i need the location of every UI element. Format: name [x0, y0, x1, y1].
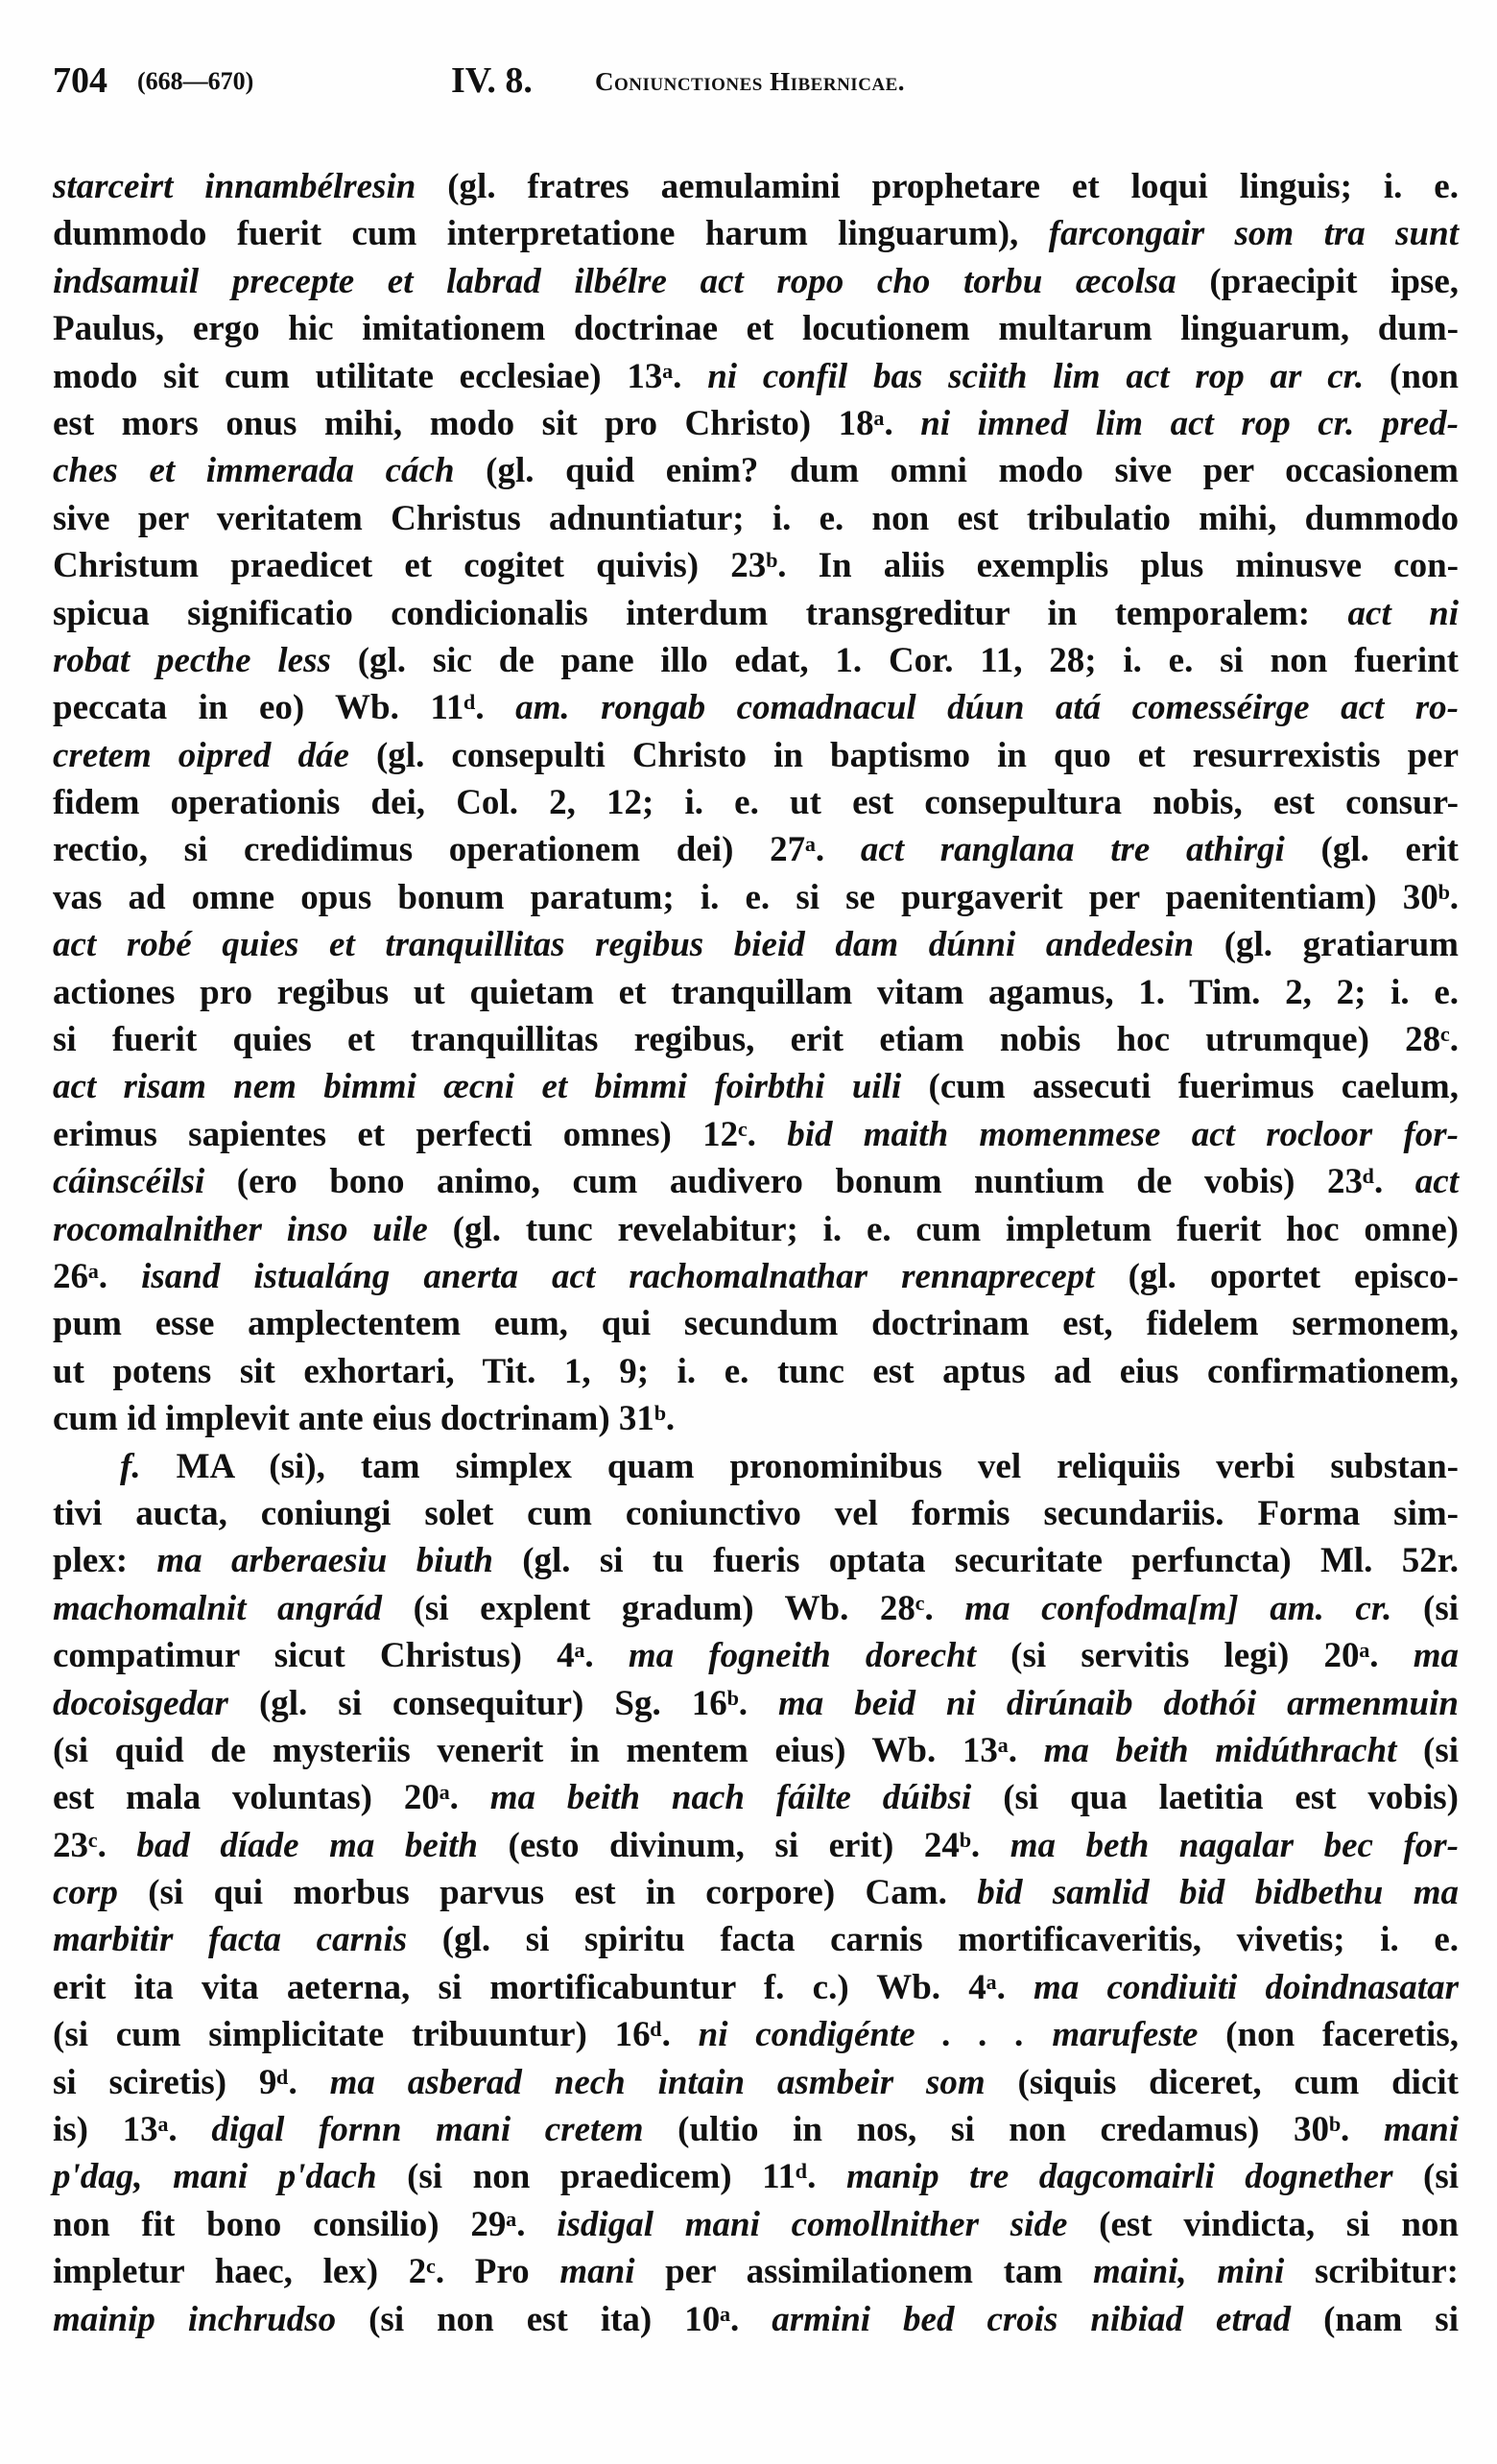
latin-text: (si qui morbus parvus est in corpore) Cam.: [117, 1873, 978, 1913]
latin-text: (gl. si consequitur) Sg. 16ᵇ.: [227, 1683, 778, 1723]
text-line: [53, 1822, 1459, 1869]
text-line: [53, 1585, 1459, 1632]
latin-text: si fuerit quies et tranquillitas regibus, erit etiam nobis hoc utrumque) 28ᶜ.: [53, 1020, 1459, 1060]
irish-gloss-text: isand istualáng anerta act rachomalnathar rennaprecept: [141, 1256, 1095, 1296]
text-line: [53, 2059, 1459, 2106]
latin-text: dummodo fuerit cum interpretatione harum linguarum),: [53, 214, 1049, 254]
latin-text: si sciretis) 9ᵈ.: [53, 2062, 330, 2102]
text-line: [53, 874, 1459, 921]
text-line: [53, 1348, 1459, 1395]
irish-gloss-text: ma asberad nech intain asmbeir som: [329, 2062, 986, 2102]
text-line: [53, 305, 1459, 352]
text-line: [53, 1727, 1459, 1774]
irish-gloss-text: bid maith momenmese act rocloor for-: [787, 1114, 1459, 1154]
latin-text: (gl. quid enim? dum omni modo sive per occasionem: [454, 451, 1459, 491]
body-text: [53, 163, 1459, 2343]
text-line: [53, 1490, 1459, 1537]
latin-text: (cum assecuti fuerimus caelum,: [901, 1067, 1459, 1107]
text-line: [53, 1253, 1459, 1300]
latin-text: (non: [1364, 356, 1459, 396]
latin-text: sive per veritatem Christus adnuntiatur; i. e. non est tribulatio mihi, dummodo: [53, 498, 1459, 538]
latin-text: Christum praedicet et cogitet quivis) 23ᵇ. In aliis exemplis plus minusve con-: [53, 546, 1459, 586]
text-line: [53, 921, 1459, 968]
text-line: [53, 1964, 1459, 2011]
latin-text: modo sit cum utilitate ecclesiae) 13ᵃ.: [53, 356, 708, 396]
text-line: [53, 1774, 1459, 1821]
text-line: [53, 1916, 1459, 1963]
irish-gloss-text: armini bed crois nibiad etrad: [772, 2299, 1292, 2339]
text-line: [53, 353, 1459, 400]
latin-text: (si explent gradum) Wb. 28ᶜ.: [382, 1588, 965, 1628]
latin-text: MA (si), tam simplex quam pronominibus vel reliquiis verbi substan-: [140, 1446, 1459, 1486]
text-line: [53, 1632, 1459, 1679]
latin-text: fidem operationis dei, Col. 2, 12; i. e. ut est consepultura nobis, est consur-: [53, 783, 1459, 823]
latin-text: impletur haec, lex) 2ᶜ. Pro: [53, 2252, 560, 2292]
text-line: [53, 2296, 1459, 2343]
text-line: [53, 210, 1459, 257]
irish-gloss-text: indsamuil precepte et labrad ilbélre act ropo cho torbu æcolsa: [53, 261, 1176, 301]
text-line: [53, 1395, 1459, 1442]
irish-gloss-text: p'dag, mani p'dach: [53, 2157, 377, 2197]
latin-text: (gl. gratiarum: [1194, 925, 1459, 965]
latin-text: (si quid de mysteriis venerit in mentem eius) Wb. 13ᵃ.: [53, 1730, 1044, 1770]
latin-text: (si: [1396, 1730, 1460, 1770]
text-line: [53, 1680, 1459, 1727]
latin-text: per assimilationem tam: [634, 2252, 1094, 2292]
irish-gloss-text: corp: [53, 1873, 118, 1913]
irish-gloss-text: cretem oipred dáe: [53, 735, 349, 775]
text-line: [53, 779, 1459, 826]
irish-gloss-text: isdigal mani comollnither side: [557, 2204, 1068, 2244]
text-line: [53, 1537, 1459, 1584]
latin-text: erit ita vita aeterna, si mortificabuntur f. c.) Wb. 4ᵃ.: [53, 1967, 1034, 2007]
latin-text: ut potens sit exhortari, Tit. 1, 9; i. e. tunc est aptus ad eius confirmationem,: [53, 1351, 1459, 1391]
running-header: [53, 59, 1459, 107]
latin-text: (si cum simplicitate tribuuntur) 16ᵈ.: [53, 2015, 699, 2055]
latin-text: (gl. oportet episco-: [1094, 1256, 1459, 1296]
irish-gloss-text: ma arberaesiu biuth: [156, 1541, 493, 1581]
irish-gloss-text: bid samlid bid bidbethu ma: [977, 1873, 1459, 1913]
latin-text: (si non est ita) 10ᵃ.: [336, 2299, 772, 2339]
irish-gloss-text: ma confodma[m] am. cr.: [964, 1588, 1392, 1628]
latin-text: (esto divinum, si erit) 24ᵇ.: [478, 1825, 1010, 1865]
section-title: Coniunctiones Hibernicae.: [595, 67, 906, 96]
irish-gloss-text: act robé quies et tranquillitas regibus bieid dam dúnni andedesin: [53, 925, 1195, 965]
irish-gloss-text: ma beth nagalar bec for-: [1010, 1825, 1459, 1865]
latin-text: (gl. si spiritu facta carnis mortificaveritis, vivetis; i. e.: [407, 1920, 1459, 1960]
section-number: IV. 8.: [451, 60, 533, 101]
paragraph-range: (668—670): [137, 67, 254, 95]
text-line: [53, 2153, 1459, 2200]
text-line: [53, 1158, 1459, 1205]
text-line: [53, 163, 1459, 210]
irish-gloss-text: ma beid ni dirúnaib dothói armenmuin: [777, 1683, 1459, 1723]
latin-text: (siquis diceret, cum dicit: [985, 2062, 1459, 2102]
irish-gloss-text: rocomalnither inso uile: [53, 1209, 428, 1249]
text-line: [53, 495, 1459, 542]
irish-gloss-text: starceirt innambélresin: [53, 167, 416, 206]
text-line: [53, 1300, 1459, 1347]
irish-gloss-text: machomalnit angrád: [53, 1588, 383, 1628]
latin-text: (praecipit ipse,: [1176, 261, 1459, 301]
irish-gloss-text: mani: [559, 2252, 635, 2292]
latin-text: rectio, si credidimus operationem dei) 27ᵃ.: [53, 830, 861, 870]
latin-text: (gl. fratres aemulamini prophetare et loqui linguis; i. e.: [416, 167, 1459, 206]
text-line: [53, 1111, 1459, 1158]
latin-text: non fit bono consilio) 29ᵃ.: [53, 2204, 558, 2244]
irish-gloss-text: bad díade ma beith: [136, 1825, 478, 1865]
text-line: [53, 1063, 1459, 1110]
irish-gloss-text: ni condigénte . . . marufeste: [698, 2015, 1199, 2055]
latin-text: est mala voluntas) 20ᵃ.: [53, 1778, 490, 1818]
irish-gloss-text: maini, mini: [1093, 2252, 1285, 2292]
latin-text: 23ᶜ.: [53, 1825, 137, 1865]
text-line: [53, 1443, 1459, 1490]
text-line: [53, 684, 1459, 731]
irish-gloss-text: ma fogneith dorecht: [628, 1636, 976, 1676]
latin-text: (gl. consepulti Christo in baptismo in quo et resurrexistis per: [348, 735, 1460, 775]
irish-gloss-text: ma condiuiti doindnasatar: [1034, 1967, 1459, 2007]
text-line: [53, 1869, 1459, 1916]
irish-gloss-text: ma: [1413, 1636, 1459, 1676]
latin-text: tivi aucta, coniungi solet cum coniunctivo vel formis secundariis. Forma sim-: [53, 1493, 1459, 1533]
irish-gloss-text: ni imned lim act rop cr. pred-: [920, 403, 1460, 443]
latin-text: spicua significatio condicionalis interdum transgreditur in temporalem:: [53, 593, 1348, 633]
page-number: 704: [53, 60, 107, 101]
text-line: [53, 637, 1459, 684]
text-line: [53, 969, 1459, 1016]
text-line: [53, 2201, 1459, 2248]
latin-text: (si: [1392, 2157, 1460, 2197]
latin-text: (si qua laetitia est vobis): [971, 1778, 1459, 1818]
latin-text: scribitur:: [1284, 2252, 1460, 2292]
irish-gloss-text: act risam nem bimmi æcni et bimmi foirbthi uili: [53, 1067, 902, 1107]
irish-gloss-text: robat pecthe less: [53, 640, 331, 680]
latin-text: (si: [1391, 1588, 1459, 1628]
latin-text: (ero bono animo, cum audivero bonum nuntium de vobis) 23ᵈ.: [204, 1162, 1415, 1202]
irish-gloss-text: manip tre dagcomairli dognether: [845, 2157, 1393, 2197]
irish-gloss-text: act ni: [1347, 593, 1459, 633]
text-line: [53, 732, 1459, 779]
text-line: [53, 2248, 1459, 2295]
latin-text: (ultio in nos, si non credamus) 30ᵇ.: [643, 2110, 1384, 2150]
irish-gloss-text: mainip inchrudso: [53, 2299, 337, 2339]
text-line: [53, 1016, 1459, 1063]
irish-gloss-text: mani: [1383, 2110, 1459, 2150]
latin-text: (si non praedicem) 11ᵈ.: [376, 2157, 846, 2197]
latin-text: pum esse amplectentem eum, qui secundum doctrinam est, fidelem sermonem,: [53, 1304, 1459, 1344]
latin-text: erimus sapientes et perfecti omnes) 12ᶜ.: [53, 1114, 788, 1154]
text-line: [53, 258, 1459, 305]
latin-text: (non faceretis,: [1198, 2015, 1459, 2055]
irish-gloss-text: digal fornn mani cretem: [211, 2110, 644, 2150]
latin-text: is) 13ᵃ.: [53, 2110, 212, 2150]
latin-text: (nam si: [1291, 2299, 1459, 2339]
latin-text: compatimur sicut Christus) 4ᵃ.: [53, 1636, 629, 1676]
latin-text: cum id implevit ante eius doctrinam) 31ᵇ.: [53, 1399, 676, 1439]
latin-text: (gl. si tu fueris optata securitate perfuncta) Ml. 52r.: [492, 1541, 1459, 1581]
latin-text: Paulus, ergo hic imitationem doctrinae et locutionem multarum linguarum, dum-: [53, 309, 1459, 349]
latin-text: 26ᵃ.: [53, 1256, 142, 1296]
irish-gloss-text: f.: [120, 1446, 141, 1486]
latin-text: (gl. sic de pane illo edat, 1. Cor. 11, 28; i. e. si non fuerint: [330, 640, 1459, 680]
text-line: [53, 447, 1459, 494]
latin-text: (si servitis legi) 20ᵃ.: [975, 1636, 1414, 1676]
latin-text: actiones pro regibus ut quietam et tranquillam vitam agamus, 1. Tim. 2, 2; i. e.: [53, 972, 1459, 1012]
latin-text: (est vindicta, si non: [1067, 2204, 1459, 2244]
latin-text: peccata in eo) Wb. 11ᵈ.: [53, 688, 516, 728]
irish-gloss-text: ni confil bas sciith lim act rop ar cr.: [707, 356, 1365, 396]
text-line: [53, 2011, 1459, 2058]
irish-gloss-text: ma beith midúthracht: [1043, 1730, 1397, 1770]
irish-gloss-text: ches et immerada cách: [53, 451, 455, 491]
text-line: [53, 590, 1459, 637]
latin-text: (gl. erit: [1284, 830, 1460, 870]
irish-gloss-text: docoisgedar: [53, 1683, 228, 1723]
irish-gloss-text: marbitir facta carnis: [53, 1920, 408, 1960]
irish-gloss-text: cáinscéilsi: [53, 1162, 205, 1202]
latin-text: vas ad omne opus bonum paratum; i. e. si se purgaverit per paenitentiam) 30ᵇ.: [53, 877, 1459, 917]
irish-gloss-text: farcongair som tra sunt: [1048, 214, 1459, 254]
text-line: [53, 542, 1459, 589]
latin-text: est mors onus mihi, modo sit pro Christo) 18ᵃ.: [53, 403, 921, 443]
irish-gloss-text: am. rongab comadnacul dúun atá comesséirge act ro-: [515, 688, 1459, 728]
text-line: [53, 826, 1459, 873]
irish-gloss-text: act ranglana tre athirgi: [860, 830, 1285, 870]
text-line: [53, 1206, 1459, 1253]
text-line: [53, 400, 1459, 447]
text-line: [53, 2106, 1459, 2153]
latin-text: (gl. tunc revelabitur; i. e. cum impletum fuerit hoc omne): [427, 1209, 1459, 1249]
irish-gloss-text: ma beith nach fáilte dúibsi: [489, 1778, 972, 1818]
irish-gloss-text: act: [1414, 1162, 1459, 1202]
latin-text: plex:: [53, 1541, 157, 1581]
